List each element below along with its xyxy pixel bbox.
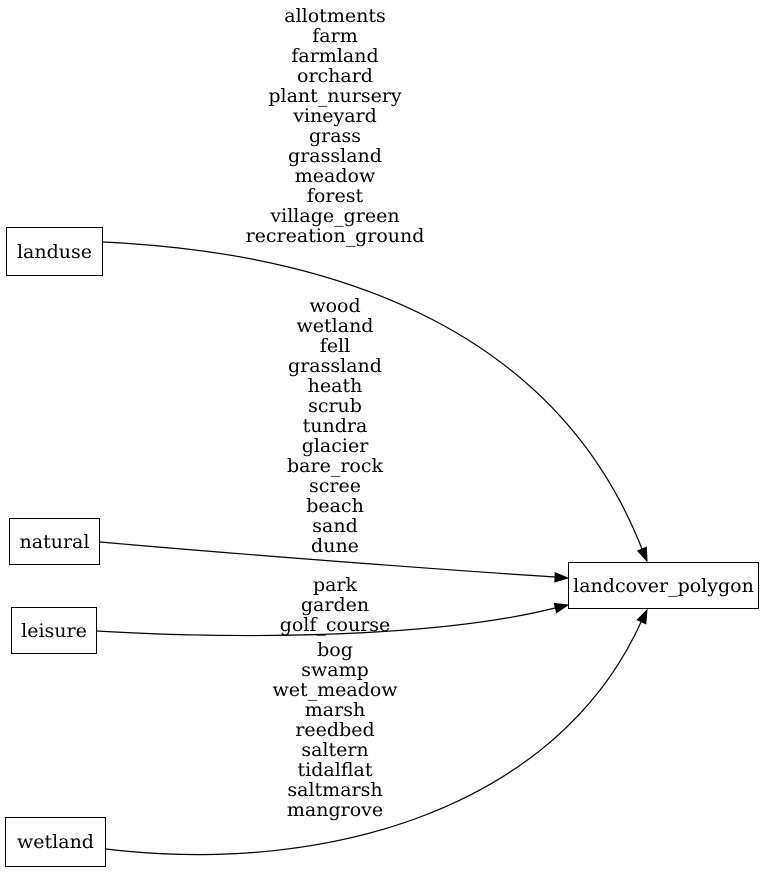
- edge-label-line: recreation_ground: [245, 225, 425, 247]
- node-natural-label: natural: [19, 530, 90, 553]
- edge-label-line: plant_nursery: [268, 85, 402, 107]
- edge-label-line: wetland: [296, 315, 374, 337]
- edge-label-line: bare_rock: [287, 455, 383, 477]
- edge-label-line: saltern: [301, 739, 369, 761]
- edge-label-line: tidalflat: [297, 759, 373, 781]
- edge-label-line: allotments: [284, 5, 386, 27]
- edge-label-line: dune: [311, 535, 359, 557]
- edge-label-line: grassland: [288, 145, 382, 167]
- edge-label-line: orchard: [297, 65, 373, 87]
- arrowhead-natural-icon: [555, 573, 568, 582]
- edge-label-line: sand: [312, 515, 358, 537]
- node-landcover-polygon: [568, 562, 759, 609]
- edge-label-line: garden: [300, 594, 370, 616]
- edge-label-line: glacier: [301, 435, 369, 457]
- arrowhead-wetland-icon: [637, 610, 647, 624]
- arrowhead-landuse-icon: [638, 547, 647, 561]
- edge-label-line: scree: [309, 475, 361, 497]
- edge-label-landuse-values: [246, 6, 425, 246]
- edge-label-line: grassland: [288, 355, 382, 377]
- edge-label-line: farmland: [291, 45, 379, 67]
- edge-label-line: wood: [309, 295, 361, 317]
- edge-label-line: bog: [317, 639, 353, 661]
- edge-label-line: golf_course: [279, 614, 391, 636]
- edge-label-line: farm: [312, 25, 358, 47]
- edge-label-line: wet_meadow: [272, 679, 398, 701]
- edge-label-line: meadow: [294, 165, 376, 187]
- edge-label-line: saltmarsh: [287, 779, 383, 801]
- edge-label-line: vineyard: [293, 105, 377, 127]
- edge-label-line: village_green: [270, 205, 400, 227]
- edge-label-line: fell: [319, 335, 351, 357]
- node-leisure: [11, 607, 97, 654]
- edge-label-natural-values: [287, 296, 383, 556]
- edge-label-line: swamp: [301, 659, 369, 681]
- node-landcover-polygon-label: landcover_polygon: [573, 574, 754, 597]
- edge-label-line: reedbed: [295, 719, 375, 741]
- edge-label-line: park: [312, 574, 358, 596]
- edge-label-leisure-values: [280, 575, 391, 635]
- edge-label-wetland-values: [272, 640, 397, 820]
- edge-label-line: marsh: [304, 699, 366, 721]
- edge-label-line: forest: [306, 185, 364, 207]
- edge-label-line: scrub: [308, 395, 362, 417]
- edge-label-line: grass: [308, 125, 362, 147]
- node-wetland-label: wetland: [17, 831, 94, 853]
- node-landuse: [6, 227, 103, 276]
- node-landuse-label: landuse: [16, 240, 93, 263]
- arrowhead-leisure-icon: [554, 604, 568, 613]
- edge-label-line: heath: [307, 375, 363, 397]
- edge-label-line: mangrove: [286, 799, 384, 821]
- node-leisure-label: leisure: [21, 619, 87, 642]
- edge-label-line: beach: [306, 495, 364, 517]
- edge-label-line: tundra: [302, 415, 368, 437]
- node-natural: [9, 518, 100, 565]
- node-wetland: [5, 817, 106, 867]
